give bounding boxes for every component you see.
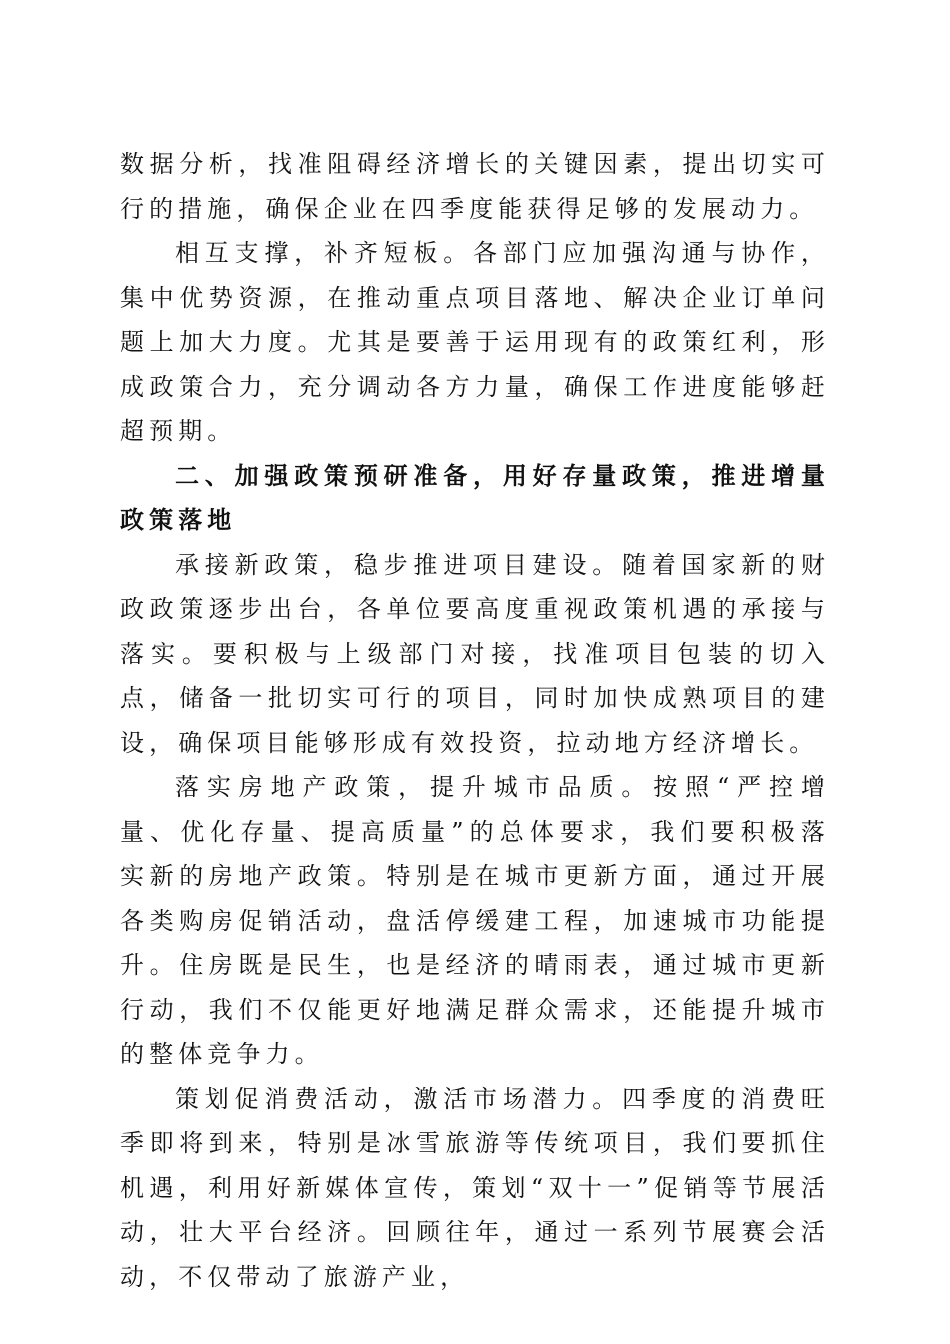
paragraph-real-estate: 落实房地产政策，提升城市品质。按照“严控增量、优化存量、提高质量”的总体要求，我们要积极落实新的房地产政策。特别是在城市更新方面，通过开展各类购房促销活动，盘活停缓建工程，加速城市功能提升。住房既是民生，也是经济的晴雨表，通过城市更新行动，我们不仅能更好地满足群众需求，还能提升城市的整体竞争力。 <box>120 773 830 1068</box>
paragraph-consumption: 策划促消费活动，激活市场潜力。四季度的消费旺季即将到来，特别是冰雪旅游等传统项目，我们要抓住机遇，利用好新媒体宣传，策划“双十一”促销等节展活动，壮大平台经济。回顾往年，通过一系列节展赛会活动，不仅带动了旅游产业， <box>120 1084 830 1291</box>
paragraph-continued: 数据分析，找准阻碍经济增长的关键因素，提出切实可行的措施，确保企业在四季度能获得足够的发展动力。 <box>120 150 830 223</box>
paragraph-new-policy: 承接新政策，稳步推进项目建设。随着国家新的财政政策逐步出台，各单位要高度重视政策机遇的承接与落实。要积极与上级部门对接，找准项目包装的切入点，储备一批切实可行的项目，同时加快成熟项目的建设，确保项目能够形成有效投资，拉动地方经济增长。 <box>120 550 830 757</box>
paragraph-mutual-support: 相互支撑，补齐短板。各部门应加强沟通与协作，集中优势资源，在推动重点项目落地、解决企业订单问题上加大力度。尤其是要善于运用现有的政策红利，形成政策合力，充分调动各方力量，确保工作进度能够赶超预期。 <box>120 239 830 445</box>
section-heading-2: 二、加强政策预研准备，用好存量政策，推进增量政策落地 <box>120 461 830 534</box>
document-body <box>120 142 830 1299</box>
